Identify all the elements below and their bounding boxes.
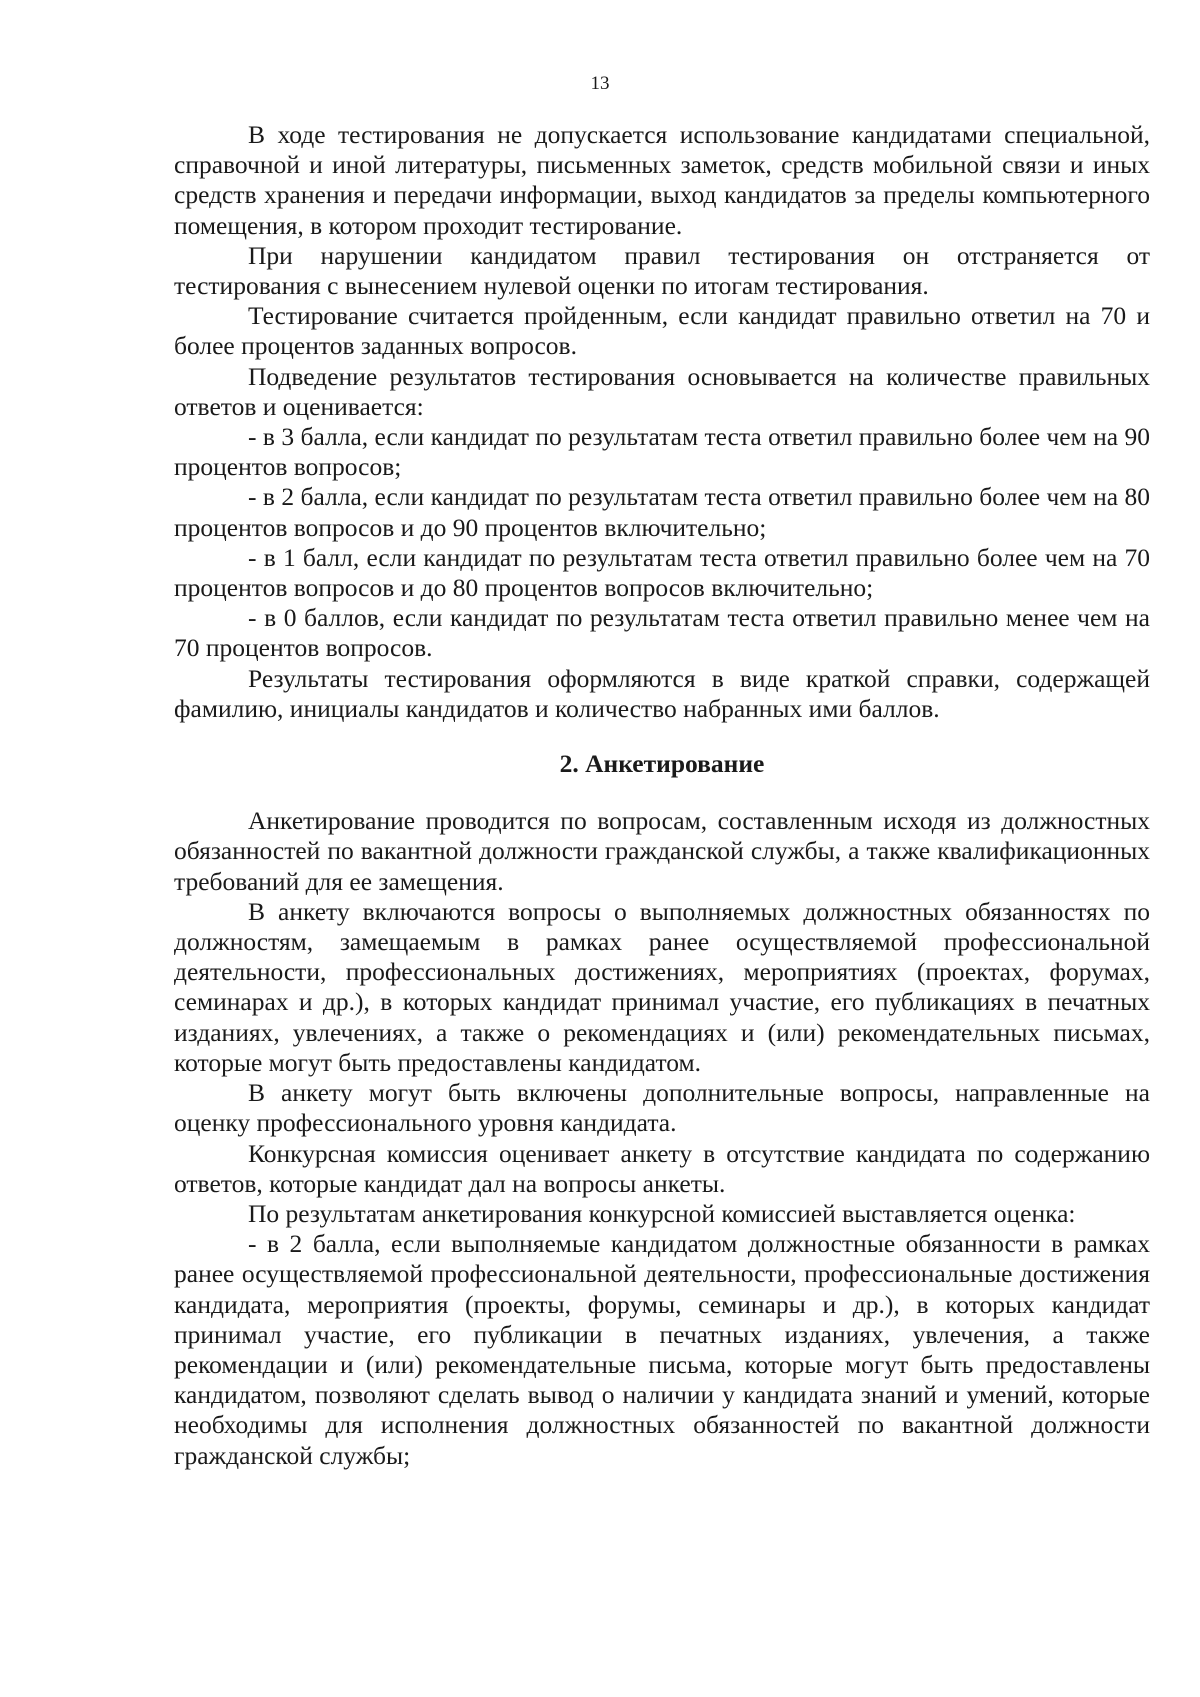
- list-item: - в 1 балл, если кандидат по результатам теста ответил правильно более чем на 70 процентов вопросов и до 80 процентов вопросов включительно;: [174, 542, 1150, 603]
- list-item: - в 2 балла, если выполняемые кандидатом должностные обязанности в рамках ранее осуществляемой профессиональной деятельности, профессиональные достижения кандидата, мероприятия (проекты, форумы, семинары и др.), в которых кандидат принимал участие, его публикации в печатных изданиях, увлечения, а также рекомендации и (или) рекомендательные письма, которые могут быть предоставлены кандидатом, позволяют сделать вывод о наличии у кандидата знаний и умений, которые необходимы для исполнения должностных обязанностей по вакантной должности гражданской службы;: [174, 1229, 1150, 1470]
- paragraph: В анкету могут быть включены дополнительные вопросы, направленные на оценку профессионального уровня кандидата.: [174, 1078, 1150, 1138]
- paragraph: Анкетирование проводится по вопросам, составленным исходя из должностных обязанностей по вакантной должности гражданской службы, а также квалификационных требований для ее замещения.: [174, 806, 1150, 896]
- list-item: - в 2 балла, если кандидат по результатам теста ответил правильно более чем на 80 процентов вопросов и до 90 процентов включительно;: [174, 482, 1150, 542]
- document-body: [174, 120, 1150, 1471]
- paragraph: По результатам анкетирования конкурсной комиссией выставляется оценка:: [248, 1198, 1076, 1228]
- list-item: - в 0 баллов, если кандидат по результатам теста ответил правильно менее чем на 70 процентов вопросов.: [174, 603, 1150, 663]
- paragraph: В анкету включаются вопросы о выполняемых должностных обязанностях по должностям, замещаемым в рамках ранее осуществляемой профессиональной деятельности, профессиональных достижениях, мероприятиях (проектах, форумах, семинарах и др.), в которых кандидат принимал участие, его публикациях в печатных изданиях, увлечениях, а также о рекомендациях и (или) рекомендательных письмах, которые могут быть предоставлены кандидатом.: [174, 896, 1150, 1077]
- paragraph: При нарушении кандидатом правил тестирования он отстраняется от тестирования с вынесением нулевой оценки по итогам тестирования.: [174, 240, 1150, 301]
- page-number: 13: [590, 73, 610, 94]
- paragraph: Подведение результатов тестирования основывается на количестве правильных ответов и оценивается:: [174, 361, 1150, 421]
- paragraph: Результаты тестирования оформляются в виде краткой справки, содержащей фамилию, инициалы кандидатов и количество набранных ими баллов.: [174, 663, 1150, 723]
- section-heading: 2. Анкетирование: [559, 749, 765, 779]
- paragraph: Конкурсная комиссия оценивает анкету в отсутствие кандидата по содержанию ответов, которые кандидат дал на вопросы анкеты.: [174, 1138, 1150, 1198]
- list-item: - в 3 балла, если кандидат по результатам теста ответил правильно более чем на 90 процентов вопросов;: [174, 422, 1150, 482]
- paragraph: Тестирование считается пройденным, если кандидат правильно ответил на 70 и более процентов заданных вопросов.: [174, 301, 1150, 361]
- paragraph: В ходе тестирования не допускается использование кандидатами специальной, справочной и иной литературы, письменных заметок, средств мобильной связи и иных средств хранения и передачи информации, выход кандидатов за пределы компьютерного помещения, в котором проходит тестирование.: [174, 120, 1150, 240]
